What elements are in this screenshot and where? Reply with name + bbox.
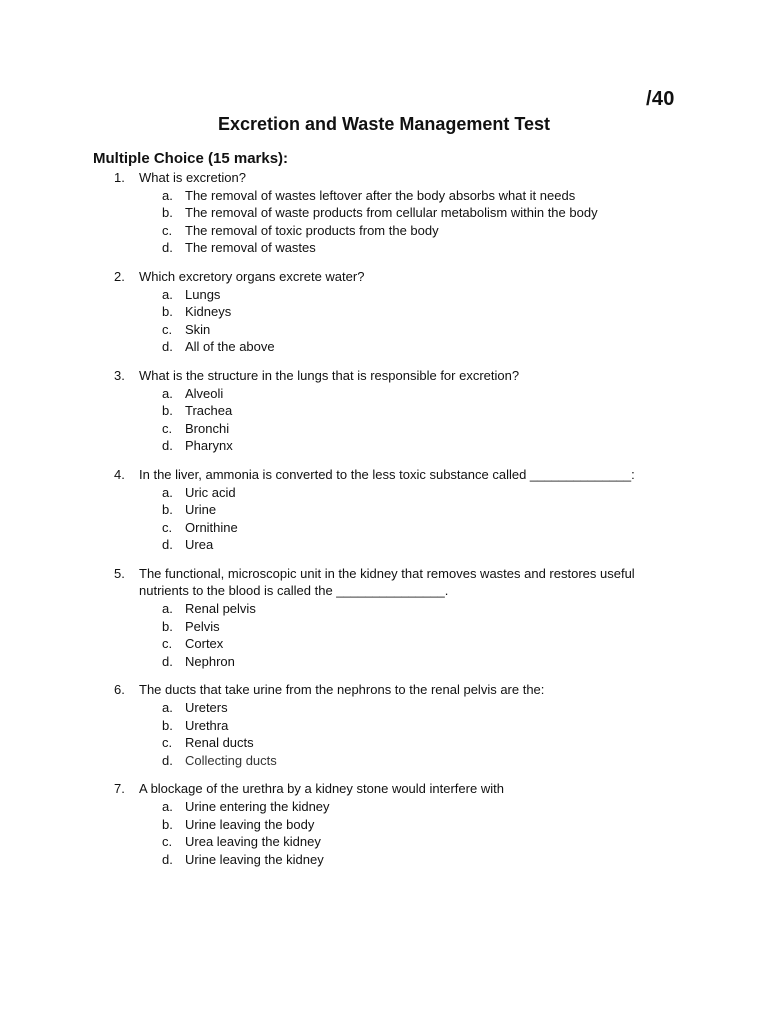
option-text: Collecting ducts	[185, 752, 277, 768]
option-3c	[0, 420, 768, 438]
option-letter: c.	[162, 636, 173, 652]
question-5	[0, 565, 768, 671]
option-letter: b.	[162, 403, 173, 419]
option-letter: a.	[162, 484, 173, 500]
option-text: Cortex	[185, 636, 224, 652]
question-text: In the liver, ammonia is converted to the less toxic substance called ______________:	[139, 466, 635, 482]
option-6b	[0, 717, 768, 735]
option-text: The removal of wastes	[185, 240, 316, 256]
question-number: 6.	[114, 682, 125, 698]
option-1c	[0, 222, 768, 240]
option-7c	[0, 833, 768, 851]
question-text: Which excretory organs excrete water?	[139, 268, 365, 284]
section-heading: Multiple Choice (15 marks):	[93, 150, 289, 167]
option-3d	[0, 437, 768, 455]
question-text: A blockage of the urethra by a kidney stone would interfere with	[139, 781, 504, 797]
option-letter: c.	[162, 834, 173, 850]
page-title: Excretion and Waste Management Test	[217, 114, 551, 134]
option-text: Urea leaving the kidney	[185, 834, 321, 850]
option-2a	[0, 286, 768, 304]
option-2d	[0, 338, 768, 356]
option-letter: a.	[162, 286, 173, 302]
option-letter: a.	[162, 601, 173, 617]
option-letter: d.	[162, 339, 173, 355]
option-letter: c.	[162, 321, 173, 337]
option-text: The removal of waste products from cellular metabolism within the body	[185, 205, 598, 221]
option-text: Bronchi	[185, 420, 230, 436]
question-list	[0, 169, 768, 879]
option-letter: c.	[162, 420, 173, 436]
question-text: What is the structure in the lungs that is responsible for excretion?	[139, 367, 520, 383]
question-number: 4.	[114, 466, 125, 482]
option-7d	[0, 851, 768, 869]
option-6d	[0, 752, 768, 770]
option-letter: c.	[162, 735, 173, 751]
option-letter: d.	[162, 752, 173, 768]
option-text: Skin	[185, 321, 211, 337]
option-3a	[0, 385, 768, 403]
option-letter: c.	[162, 519, 173, 535]
option-text: Renal pelvis	[185, 601, 256, 617]
option-text: Urethra	[185, 717, 229, 733]
option-text: Alveoli	[185, 385, 224, 401]
question-3	[0, 367, 768, 455]
question-1	[0, 169, 768, 257]
question-text: What is excretion?	[139, 170, 246, 185]
option-letter: d.	[162, 653, 173, 669]
option-text: All of the above	[185, 339, 275, 355]
option-letter: d.	[162, 438, 173, 454]
question-text: The ducts that take urine from the nephrons to the renal pelvis are the:	[139, 682, 545, 698]
question-text: The functional, microscopic unit in the kidney that removes wastes and restores useful nutrients to the blood is called the _______________.	[139, 565, 635, 599]
option-6c	[0, 734, 768, 752]
option-1d	[0, 239, 768, 257]
option-4a	[0, 484, 768, 502]
option-text: Urea	[185, 537, 214, 553]
option-text: Trachea	[185, 403, 233, 419]
option-letter: a.	[162, 700, 173, 716]
option-2b	[0, 303, 768, 321]
option-text: Urine leaving the body	[185, 816, 315, 832]
option-text: Pelvis	[185, 618, 220, 634]
option-letter: b.	[162, 205, 173, 221]
option-2c	[0, 321, 768, 339]
question-number: 2.	[114, 268, 125, 284]
question-number: 5.	[114, 565, 125, 581]
option-4c	[0, 519, 768, 537]
option-text: Urine	[185, 502, 217, 518]
option-text: Renal ducts	[185, 735, 254, 751]
question-7	[0, 780, 768, 868]
option-4b	[0, 501, 768, 519]
option-5b	[0, 618, 768, 636]
option-letter: a.	[162, 799, 173, 814]
option-text: The removal of wastes leftover after the body absorbs what it needs	[185, 187, 576, 203]
question-number: 7.	[114, 781, 125, 797]
question-6	[0, 681, 768, 769]
option-letter: b.	[162, 717, 173, 733]
option-text: Urine entering the kidney	[185, 799, 330, 814]
option-letter: d.	[162, 851, 173, 867]
option-letter: b.	[162, 618, 173, 634]
option-text: Uric acid	[185, 484, 236, 500]
question-4	[0, 466, 768, 554]
option-3b	[0, 402, 768, 420]
option-text: Ureters	[185, 700, 228, 716]
option-letter: a.	[162, 385, 173, 401]
option-letter: c.	[162, 222, 173, 238]
option-letter: d.	[162, 537, 173, 553]
option-6a	[0, 699, 768, 717]
option-letter: b.	[162, 502, 173, 518]
option-5a	[0, 600, 768, 618]
option-letter: d.	[162, 240, 173, 256]
option-4d	[0, 536, 768, 554]
question-number: 3.	[114, 367, 125, 383]
question-2	[0, 268, 768, 356]
option-letter: b.	[162, 304, 173, 320]
option-text: Urine leaving the kidney	[185, 851, 324, 867]
option-text: The removal of toxic products from the body	[185, 222, 439, 238]
question-number: 1.	[114, 170, 125, 185]
option-letter: b.	[162, 816, 173, 832]
option-5d	[0, 653, 768, 671]
option-7b	[0, 816, 768, 834]
option-1a	[0, 187, 768, 205]
option-text: Ornithine	[185, 519, 238, 535]
option-7a	[0, 798, 768, 816]
option-5c	[0, 635, 768, 653]
option-text: Pharynx	[185, 438, 233, 454]
option-text: Kidneys	[185, 304, 232, 320]
option-letter: a.	[162, 187, 173, 203]
option-text: Lungs	[185, 286, 221, 302]
option-1b	[0, 204, 768, 222]
score-total: /40	[646, 88, 675, 110]
option-text: Nephron	[185, 653, 235, 669]
